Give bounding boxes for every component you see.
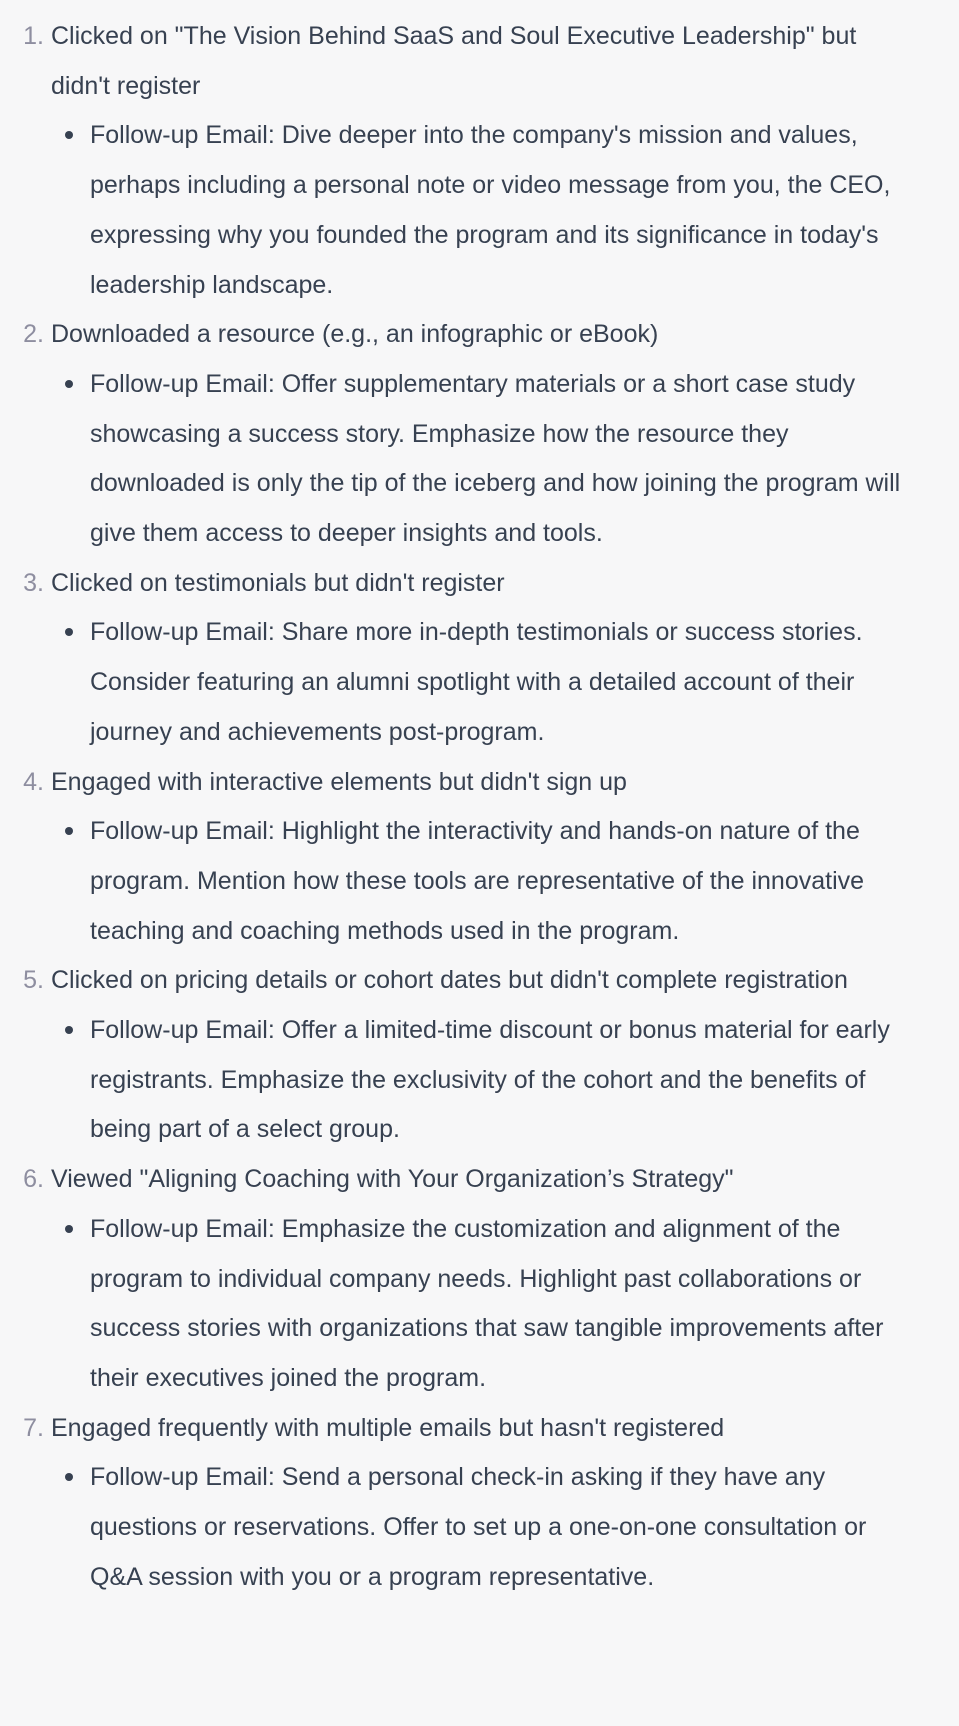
follow-up-text: Follow-up Email: Dive deeper into the company's mission and values, perhaps including a personal note or video message from you, the CEO, expressing why you founded the program and its significance in today's leadership landscape. (90, 121, 891, 299)
item-title: Clicked on "The Vision Behind SaaS and Soul Executive Leadership" but didn't register (51, 22, 857, 100)
follow-up-email (51, 1006, 919, 1155)
follow-up-email (51, 360, 919, 559)
sub-list (51, 111, 919, 310)
follow-up-email (51, 608, 919, 757)
item-title: Clicked on pricing details or cohort dates but didn't complete registration (51, 966, 848, 995)
follow-up-text: Follow-up Email: Offer supplementary materials or a short case study showcasing a success story. Emphasize how the resource they downloaded is only the tip of the iceberg and how joining the program will give them access to deeper insights and tools. (90, 369, 901, 548)
sub-list (51, 608, 919, 757)
list-item (12, 559, 919, 758)
sub-list (51, 360, 919, 559)
item-title: Downloaded a resource (e.g., an infographic or eBook) (51, 320, 659, 349)
list-item (12, 956, 919, 1155)
follow-up-list (12, 12, 919, 1603)
bullet-icon (65, 380, 73, 388)
item-number: 3. (23, 568, 44, 597)
follow-up-text: Follow-up Email: Offer a limited-time discount or bonus material for early registrants. Emphasize the exclusivity of the cohort and the benefits of being part of a select group. (90, 1016, 890, 1144)
list-item (12, 758, 919, 957)
sub-list (51, 1453, 919, 1602)
follow-up-text: Follow-up Email: Highlight the interactivity and hands-on nature of the program. Mention how these tools are representative of the innovative teaching and coaching methods used in the program. (90, 817, 865, 945)
item-number: 5. (23, 966, 44, 995)
item-number: 6. (23, 1165, 44, 1194)
item-number: 1. (23, 22, 44, 50)
sub-list (51, 1006, 919, 1155)
sub-list (51, 1205, 919, 1404)
list-item (12, 310, 919, 559)
sub-list (51, 807, 919, 956)
item-number: 7. (23, 1413, 44, 1442)
follow-up-email (51, 111, 919, 310)
list-item (12, 1155, 919, 1404)
follow-up-email (51, 1453, 919, 1602)
bullet-icon (65, 131, 73, 139)
item-title: Viewed "Aligning Coaching with Your Organization’s Strategy" (51, 1165, 734, 1194)
item-number: 4. (23, 767, 44, 796)
follow-up-text: Follow-up Email: Emphasize the customization and alignment of the program to individual company needs. Highlight past collaborations or success stories with organizations that saw tangible improvements after their executives joined the program. (90, 1214, 884, 1392)
item-title: Clicked on testimonials but didn't register (51, 568, 505, 597)
bullet-icon (65, 1026, 73, 1034)
bullet-icon (65, 827, 73, 835)
bullet-icon (65, 1473, 73, 1481)
list-item (12, 12, 919, 310)
list-item (12, 1404, 919, 1603)
follow-up-text: Follow-up Email: Send a personal check-in asking if they have any questions or reservations. Offer to set up a one-on-one consultation or Q&A session with you or a program representative. (90, 1463, 867, 1591)
follow-up-email (51, 807, 919, 956)
bullet-icon (65, 628, 73, 636)
item-title: Engaged with interactive elements but didn't sign up (51, 767, 627, 796)
item-number: 2. (23, 320, 44, 349)
bullet-icon (65, 1225, 73, 1233)
follow-up-email (51, 1205, 919, 1404)
follow-up-text: Follow-up Email: Share more in-depth testimonials or success stories. Consider featuring an alumni spotlight with a detailed account of their journey and achievements post-program. (90, 618, 863, 746)
item-title: Engaged frequently with multiple emails but hasn't registered (51, 1413, 725, 1442)
